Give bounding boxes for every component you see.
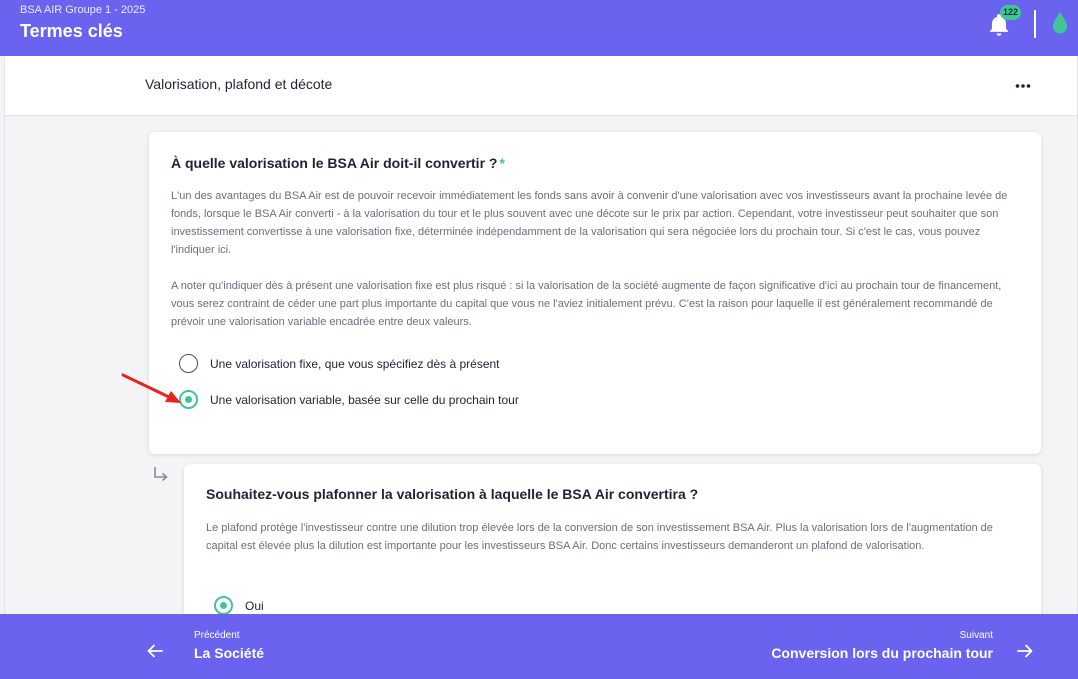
question-title: Souhaitez-vous plafonner la valorisation à laquelle le BSA Air convertira ? [206,486,699,502]
next-caption: Suivant [959,630,993,641]
red-annotation-arrow-icon [121,371,185,407]
subdirectory-arrow-icon [151,465,171,485]
question-description: L'un des avantages du BSA Air est de pouvoir recevoir immédiatement les fonds sans avoir à convenir d'une valorisation avec vos investisseurs avant la prochaine levée de fonds, lorsque le BSA Air converti - à la valorisation du tour et le plus souvent avec une décote sur le prix par action. Cependant, votre investisseur peut souhaiter que son investissement convertisse à une valorisation fixe, déterminée indépendamment de la valorisation qui sera négociée lors du prochain tour. Si c'est le cas, vous pouvez l'indiquer ici. [171,190,1008,256]
radio-label: Une valorisation variable, basée sur celle du prochain tour [210,392,519,407]
previous-step-button[interactable] [140,628,340,668]
question-card-cap [184,464,1041,614]
previous-caption: Précédent [194,630,240,641]
previous-title: La Société [194,645,265,661]
more-horizontal-icon [1009,72,1037,100]
question-title: À quelle valorisation le BSA Air doit-il convertir ? * [171,155,505,171]
section-title: Valorisation, plafond et décote [145,76,333,92]
arrow-left-icon [146,642,164,660]
header-divider [1034,10,1036,38]
page-title: Termes clés [20,21,123,41]
question-description: Le plafond protège l'investisseur contre une dilution trop élevée lors de la conversion de son investissement BSA Air. Plus la valorisation lors de l'augmentation de capital est élevée plus la dilution est importante pour les investisseurs BSA Air. Donc certains investisseurs demanderont un plafond de valorisation. [206,522,993,552]
project-name: BSA AIR Groupe 1 - 2025 [20,4,146,16]
arrow-right-icon [1016,642,1034,660]
next-title: Conversion lors du prochain tour [771,645,993,661]
radio-option-yes[interactable] [214,596,264,614]
radio-option-variable-valuation[interactable] [179,390,519,409]
radio-option-fixed-valuation[interactable] [179,354,500,373]
more-options-button[interactable] [1009,72,1037,100]
radio-label: Oui [245,598,264,613]
droplet-icon[interactable] [1050,10,1070,36]
required-mark: * [499,155,505,171]
question-note: A noter qu'indiquer dès à présent une valorisation fixe est plus risqué : si la valorisation de la société augmente de façon significative d'ici au prochain tour de financement, vous serez contraint de céder une part plus importante du capital que vous ne l'aviez initialement prévu. C'est la raison pour laquelle il est généralement recommandé de prévoir une valorisation variable encadrée entre deux valeurs. [171,280,1002,328]
question-card-valuation [149,132,1041,454]
content-frame [4,56,1078,614]
app-header [0,0,1078,56]
bottom-navigation [0,614,1078,679]
notification-count-badge[interactable]: 122 [1000,5,1021,20]
section-bar [5,56,1077,116]
radio-label: Une valorisation fixe, que vous spécifiez dès à présent [210,356,500,371]
next-step-button[interactable] [740,628,1050,668]
radio-button-selected[interactable] [214,596,233,614]
